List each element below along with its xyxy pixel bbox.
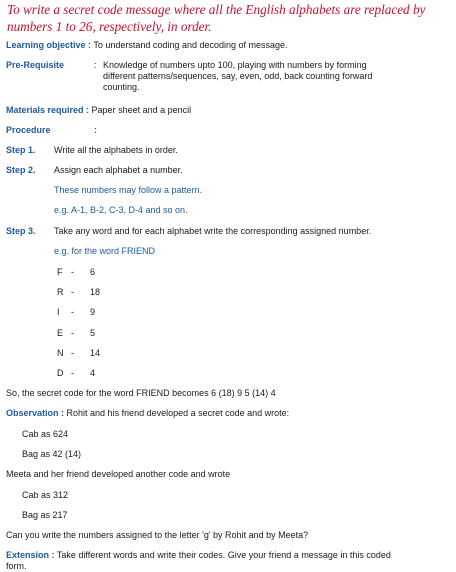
pre-requisite-line-1: Knowledge of numbers upto 100, playing with numbers by forming [103, 60, 367, 70]
pre-requisite-label: Pre-Requisite [6, 60, 65, 70]
mapping-number: 6 [90, 267, 96, 277]
mapping-dash: - [71, 307, 74, 317]
observation-label: Observation : [6, 408, 65, 418]
rohit-code-cab: Cab as 624 [22, 429, 69, 439]
pre-requisite-line-2: different patterns/sequences, say, even, odd, back counting forward [103, 71, 373, 81]
mapping-row [0, 286, 200, 298]
secret-code-line: So, the secret code for the word FRIEND becomes 6 (18) 9 5 (14) 4 [6, 388, 276, 398]
mapping-dash: - [71, 348, 74, 358]
mapping-dash: - [71, 287, 74, 297]
step3-label: Step 3. [6, 226, 36, 236]
mapping-number: 14 [90, 348, 101, 358]
step2-example: e.g. A-1, B-2, C-3, D-4 and so on. [54, 205, 188, 215]
mapping-letter: N [57, 348, 64, 358]
page-title: To write a secret code message where all the English alphabets are replaced by numbers 1 to 26, respectively, in order. [7, 2, 426, 34]
step2-note: These numbers may follow a pattern. [54, 185, 203, 195]
mapping-dash: - [71, 267, 74, 277]
materials-required [6, 104, 191, 116]
step1-label: Step 1. [6, 145, 36, 155]
learning-objective-label: Learning objective : [6, 40, 92, 50]
step1-text: Write all the alphabets in order. [54, 145, 178, 155]
mapping-row [0, 266, 200, 278]
step2-text: Assign each alphabet a number. [54, 165, 183, 175]
mapping-dash: - [71, 368, 74, 378]
extension-text-continued: form. [6, 561, 27, 571]
extension-label: Extension : [6, 550, 55, 560]
pre-requisite-colon: : [94, 60, 97, 70]
mapping-row [0, 347, 200, 359]
mapping-number: 9 [90, 307, 96, 317]
materials-text: Paper sheet and a pencil [91, 105, 192, 115]
observation [6, 407, 289, 419]
procedure-colon: : [94, 125, 97, 135]
meeta-code-bag: Bag as 217 [22, 510, 68, 520]
learning-objective [6, 39, 288, 51]
step3-example: e.g. for the word FRIEND [54, 246, 156, 256]
pre-requisite-line-3: counting. [103, 82, 140, 92]
mapping-row [0, 306, 200, 318]
mapping-number: 18 [90, 287, 101, 297]
step2-label: Step 2. [6, 165, 36, 175]
rohit-code-bag: Bag as 42 (14) [22, 449, 82, 459]
procedure-label: Procedure [6, 125, 51, 135]
observation-text: Rohit and his friend developed a secret code and wrote: [66, 408, 290, 418]
mapping-number: 5 [90, 328, 96, 338]
mapping-letter: I [57, 307, 60, 317]
meeta-line: Meeta and her friend developed another code and wrote [6, 469, 231, 479]
extension [6, 549, 391, 561]
mapping-row [0, 327, 200, 339]
mapping-letter: D [57, 368, 64, 378]
mapping-dash: - [71, 328, 74, 338]
mapping-number: 4 [90, 368, 96, 378]
materials-label: Materials required : [6, 105, 90, 115]
mapping-letter: R [57, 287, 64, 297]
meeta-code-cab: Cab as 312 [22, 490, 69, 500]
step3-text: Take any word and for each alphabet write the corresponding assigned number. [54, 226, 372, 236]
mapping-letter: F [57, 267, 63, 277]
question-line: Can you write the numbers assigned to the letter 'g' by Rohit and by Meeta? [6, 530, 309, 540]
extension-text: Take different words and write their codes. Give your friend a message in this coded [56, 550, 391, 560]
mapping-letter: E [57, 328, 64, 338]
learning-objective-text: To understand coding and decoding of message. [93, 40, 288, 50]
mapping-row [0, 367, 200, 379]
